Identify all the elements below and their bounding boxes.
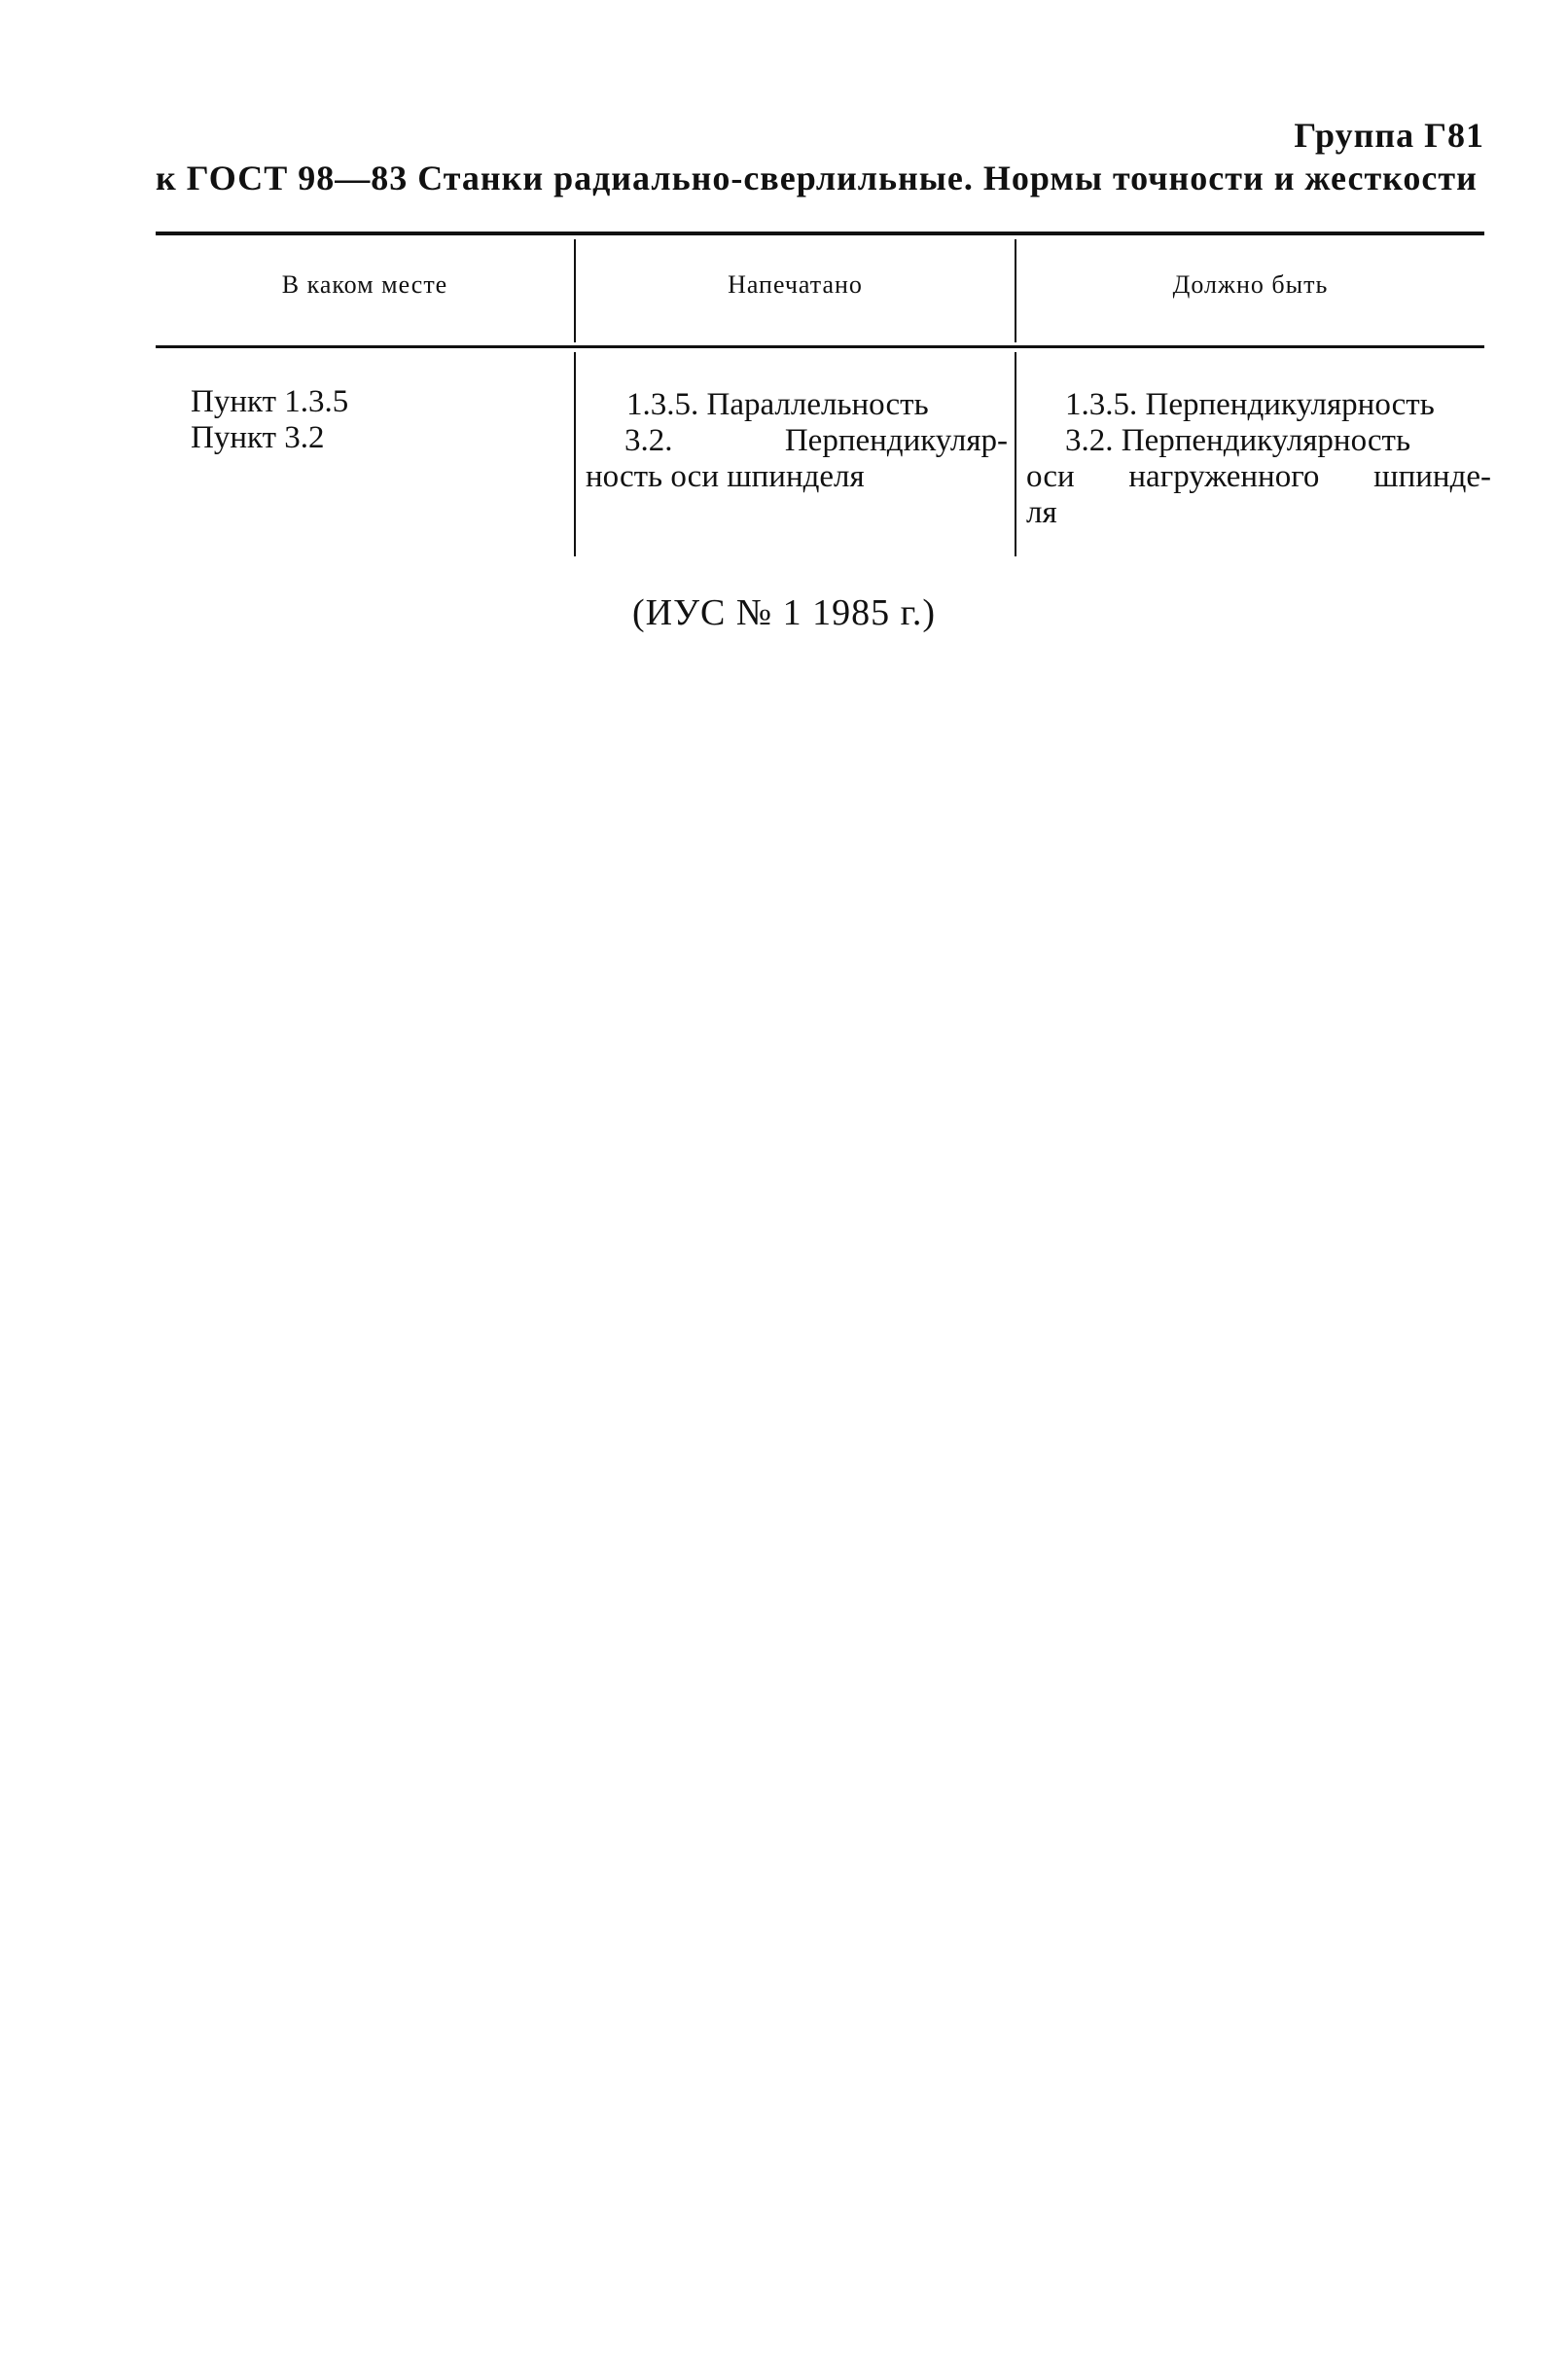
should-be-word: оси [1026, 459, 1075, 494]
table-cell-where [191, 384, 560, 456]
printed-line: 1.3.5. Параллельность [626, 387, 929, 422]
group-label: Группа Г81 [1294, 116, 1484, 155]
should-be-line: 1.3.5. Перпендикулярность [1065, 387, 1435, 422]
table-cell-printed [586, 387, 1008, 495]
where-item: Пункт 3.2 [191, 420, 325, 455]
should-be-line [1026, 459, 1491, 495]
document-title: к ГОСТ 98—83 Станки радиально-сверлильные. Нормы точности и жесткости [156, 159, 1478, 197]
should-be-line: ля [1026, 495, 1057, 530]
column-divider [1015, 352, 1016, 556]
table-header-where: В каком месте [281, 270, 448, 299]
should-be-word: нагруженного [1128, 459, 1320, 494]
printed-word: Перпендикуляр- [784, 423, 1008, 458]
table-header-should-be: Должно быть [1172, 270, 1329, 299]
should-be-word: шпинде- [1373, 459, 1491, 494]
printed-number: 3.2. [624, 423, 673, 458]
where-item: Пункт 1.3.5 [191, 384, 349, 419]
printed-line [586, 423, 1008, 459]
should-be-line: 3.2. Перпендикулярность [1065, 423, 1411, 458]
column-divider [574, 352, 576, 556]
table-top-rule [156, 232, 1484, 235]
table-cell-should-be [1026, 387, 1491, 531]
printed-line: ность оси шпинделя [586, 459, 865, 494]
source-reference: (ИУС № 1 1985 г.) [631, 592, 937, 633]
table-header-printed: Напечатано [728, 270, 863, 299]
table-header-rule [156, 345, 1484, 348]
